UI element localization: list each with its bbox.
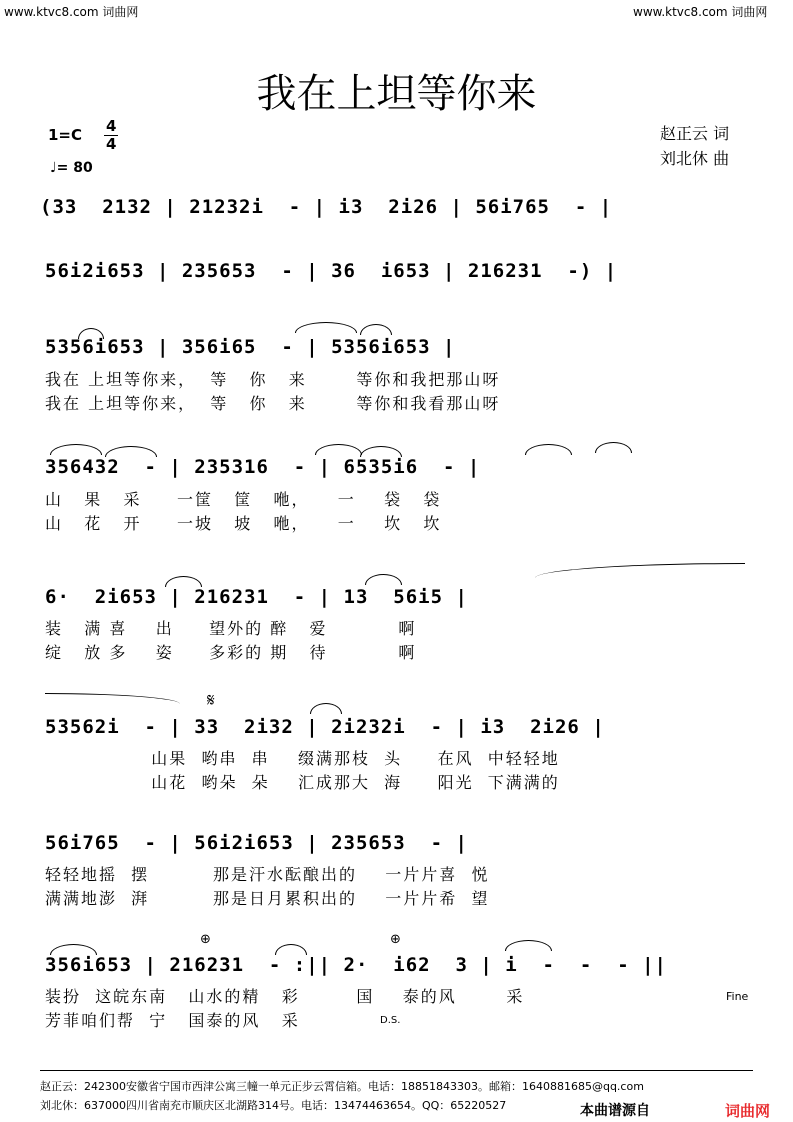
composer-credit: 刘北休 曲 — [660, 149, 730, 168]
ds-marking: D.S. — [380, 1015, 401, 1026]
watermark-right: www.ktvc8.com 词曲网 — [633, 5, 768, 19]
lyric-row-3-verse-2: 我在 上坦等你来， 等 你 来 等你和我看那山呀 — [45, 394, 501, 413]
slur — [535, 563, 745, 578]
key-signature: 1=C — [48, 126, 83, 144]
lyric-row-3-verse-1: 我在 上坦等你来， 等 你 来 等你和我把那山呀 — [45, 370, 501, 389]
lyric-row-5-verse-2: 绽 放 多 姿 多彩的 期 待 啊 — [45, 643, 417, 662]
slur — [50, 444, 102, 455]
footer-divider — [40, 1070, 753, 1071]
score-row-1: (33 2132 | 21232i - | i3 2i26 | 56i765 - | — [40, 196, 613, 218]
score-row-5: 6· 2i653 | 216231 - | 13 56i5 | — [45, 586, 468, 608]
lyric-row-6-verse-1: 山果 哟串 串 缀满那枝 头 在风 中轻轻地 — [45, 749, 560, 768]
lyric-row-7-verse-1: 轻轻地摇 摆 那是汗水酝酿出的 一片片喜 悦 — [45, 865, 490, 884]
score-row-8: 356i653 | 216231 - :|| 2· i62 3 | i - - - || — [45, 954, 667, 976]
source-note: 本曲谱源自 — [580, 1103, 650, 1119]
slur — [45, 693, 180, 704]
score-row-4: 356432 - | 235316 - | 6535i6 - | — [45, 456, 481, 478]
fine-marking: Fine — [726, 990, 749, 1003]
lyric-row-8-verse-1: 装扮 这皖东南 山水的精 彩 国 泰的风 采 — [45, 987, 525, 1006]
slur — [365, 574, 402, 585]
score-row-7: 56i765 - | 56i2i653 | 235653 - | — [45, 832, 468, 854]
site-brand[interactable]: 词曲网 — [725, 1102, 771, 1120]
watermark-left: www.ktvc8.com 词曲网 — [4, 5, 139, 19]
time-signature-top: 4 — [106, 117, 117, 135]
slur — [595, 442, 632, 453]
lyric-row-8-verse-2: 芳菲咱们帮 宁 国泰的风 采 — [45, 1011, 300, 1030]
score-row-6: 53562i - | 33 2i32 | 2i232i - | i3 2i26 | — [45, 716, 605, 738]
song-title: 我在上坦等你来 — [256, 71, 537, 117]
tempo-marking: ♩= 80 — [50, 160, 93, 176]
slur — [315, 444, 362, 455]
slur — [360, 324, 392, 335]
lyric-row-7-verse-2: 满满地澎 湃 那是日月累积出的 一片片希 望 — [45, 889, 490, 908]
lyric-row-5-verse-1: 装 满 喜 出 望外的 醉 爱 啊 — [45, 619, 417, 638]
coda-sign: ⊕ — [200, 932, 211, 947]
lyric-row-4-verse-1: 山 果 采 一筐 筐 咃， 一 袋 袋 — [45, 490, 442, 509]
time-signature-bottom: 4 — [106, 135, 117, 153]
lyricist-credit: 赵正云 词 — [660, 124, 730, 143]
segno-sign: 𝄋 — [207, 690, 215, 711]
lyric-row-4-verse-2: 山 花 开 一坡 坡 咃， 一 坎 坎 — [45, 514, 442, 533]
score-row-2: 56i2i653 | 235653 - | 36 i653 | 216231 -) | — [45, 260, 618, 282]
footer-composer-contact: 刘北休：637000四川省南充市顺庆区北湖路314号。电话：13474463654。QQ：65220527 — [40, 1099, 507, 1112]
slur — [505, 940, 552, 951]
slur — [295, 322, 357, 333]
coda-sign: ⊕ — [390, 932, 401, 947]
footer-lyricist-contact: 赵正云：242300安徽省宁国市西津公寓三幢一单元正步云霄信箱。电话：18851843303。邮箱：1640881685@qq.com — [40, 1080, 644, 1093]
slur — [310, 703, 342, 714]
slur — [525, 444, 572, 455]
lyric-row-6-verse-2: 山花 哟朵 朵 汇成那大 海 阳光 下满满的 — [45, 773, 560, 792]
score-row-3: 5356i653 | 356i65 - | 5356i653 | — [45, 336, 456, 358]
